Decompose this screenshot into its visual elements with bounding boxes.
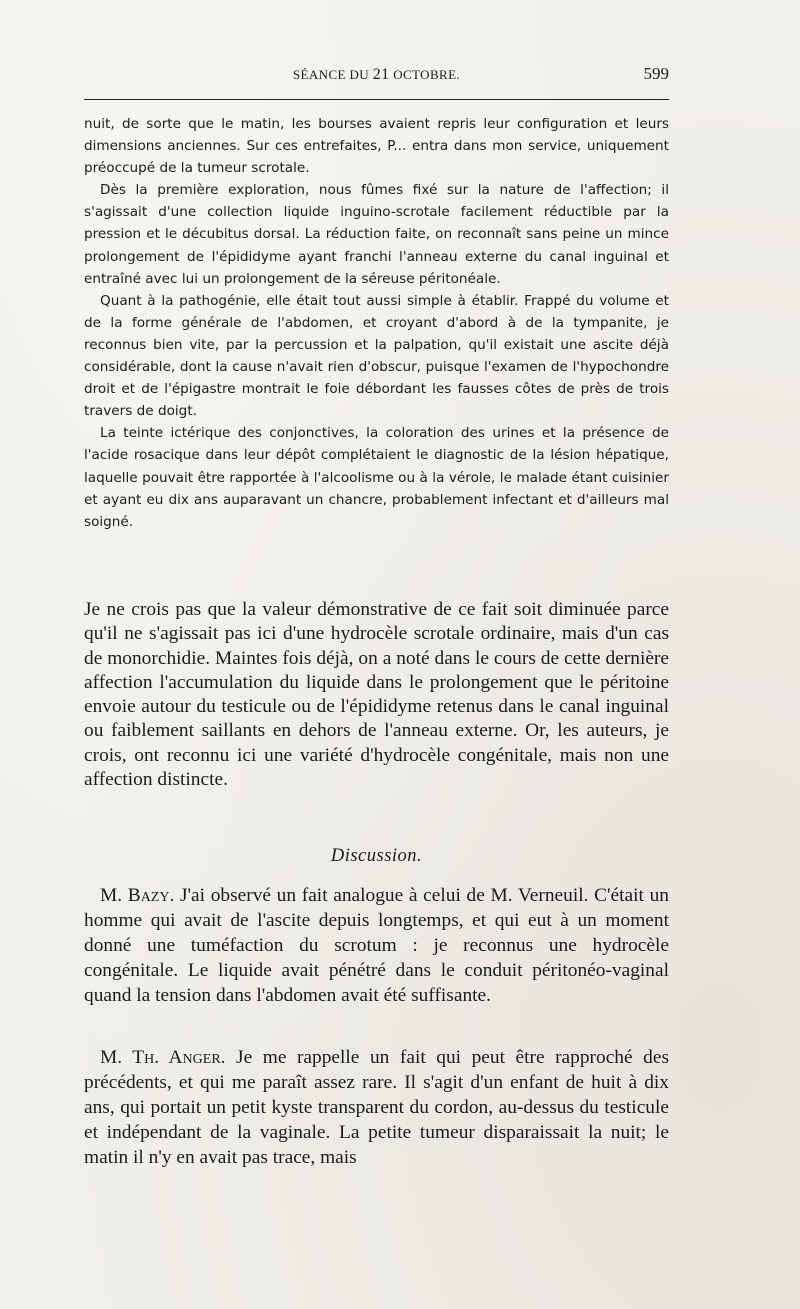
speaker-name: M. Bazy.	[100, 885, 175, 906]
running-title-month: OCTOBRE.	[389, 67, 461, 82]
main-paragraph: Je ne crois pas que la valeur démonstrative de ce fait soit diminuée parce qu'il ne s'agissait pas ici d'une hydrocèle scrotale ordinaire, mais d'un cas de monorchidie. Maintes fois déjà, on a noté dans le cours de cette dernière affection l'accumulation du liquide dans le prolongement que le péritoine envoie autour du testicule ou de l'épididyme retenus dans le canal inguinal ou faiblement saillants en dehors de l'anneau externe. Or, les auteurs, je crois, ont reconnu ici une variété d'hydrocèle congénitale, mais non une affection distincte.	[84, 599, 669, 791]
small-paragraph-2: Dès la première exploration, nous fûmes fixé sur la nature de l'affection; il s'agissait d'une collection liquide inguino-scrotale facilement réductible par la pression et le décubitus dorsal. La réduction faite, on reconnaît sans peine un mince prolongement de l'épididyme ayant franchi l'anneau externe du canal inguinal et entraîné avec lui un prolongement de la séreuse péritonéale.	[84, 182, 669, 287]
running-head	[84, 62, 669, 86]
speaker-name: M. Th. Anger.	[100, 1047, 226, 1068]
discussion-paragraph	[84, 1046, 669, 1171]
speaker-text: Je me rappelle un fait qui peut être rapproché des précédents, et qui me paraît assez rare. Il s'agit d'un enfant de huit à dix ans, qui portait un petit kyste transparent du cordon, au-dessus du testicule et indépendant de la vaginale. La petite tumeur disparaissait la nuit; le matin il n'y en avait pas trace, mais	[84, 1047, 669, 1168]
header-rule	[84, 99, 669, 100]
discussion-entry-bazy	[84, 884, 669, 1009]
speaker-text: J'ai observé un fait analogue à celui de M. Verneuil. C'était un homme qui avait de l'ascite depuis longtemps, et qui eut à un moment donné une tuméfaction du scrotum : je reconnus une hydrocèle congénitale. Le liquide avait pénétré dans le conduit péritonéo-vaginal quand la tension dans l'abdomen avait été suffisante.	[84, 885, 669, 1006]
page-number: 599	[643, 64, 669, 83]
discussion-entry-anger	[84, 1046, 669, 1171]
small-paragraph-4: La teinte ictérique des conjonctives, la coloration des urines et la présence de l'acide rosacique dans leur dépôt complétaient le diagnostic de la lésion hépatique, laquelle pouvait être rapportée à l'alcoolisme ou à la vérole, le malade étant cuisinier et ayant eu dix ans auparavant un chancre, probablement infectant et d'ailleurs mal soigné.	[84, 425, 669, 530]
small-print-section	[84, 113, 669, 533]
running-title-day: 21	[372, 66, 390, 83]
discussion-heading: Discussion.	[330, 846, 423, 866]
running-title-prefix: SÉANCE DU	[292, 67, 373, 82]
small-paragraph-1: nuit, de sorte que le matin, les bourses avaient repris leur configuration et leurs dimensions anciennes. Sur ces entrefaites, P... entra dans mon service, uniquement préoccupé de la tumeur scrotale.	[84, 116, 669, 177]
running-title	[84, 66, 669, 84]
small-paragraph-3: Quant à la pathogénie, elle était tout aussi simple à établir. Frappé du volume et de la forme générale de l'abdomen, et croyant d'abord à de la tympanite, je reconnus bien vite, par la percussion et la palpation, qu'il existait une ascite déjà considérable, dont la cause n'avait rien d'obscur, puisque l'examen de l'hypochondre droit et de l'épigastre montrait le foie débordant les fausses côtes de près de trois travers de doigt.	[84, 292, 669, 420]
main-text-section	[84, 598, 669, 792]
discussion-paragraph	[84, 884, 669, 1009]
